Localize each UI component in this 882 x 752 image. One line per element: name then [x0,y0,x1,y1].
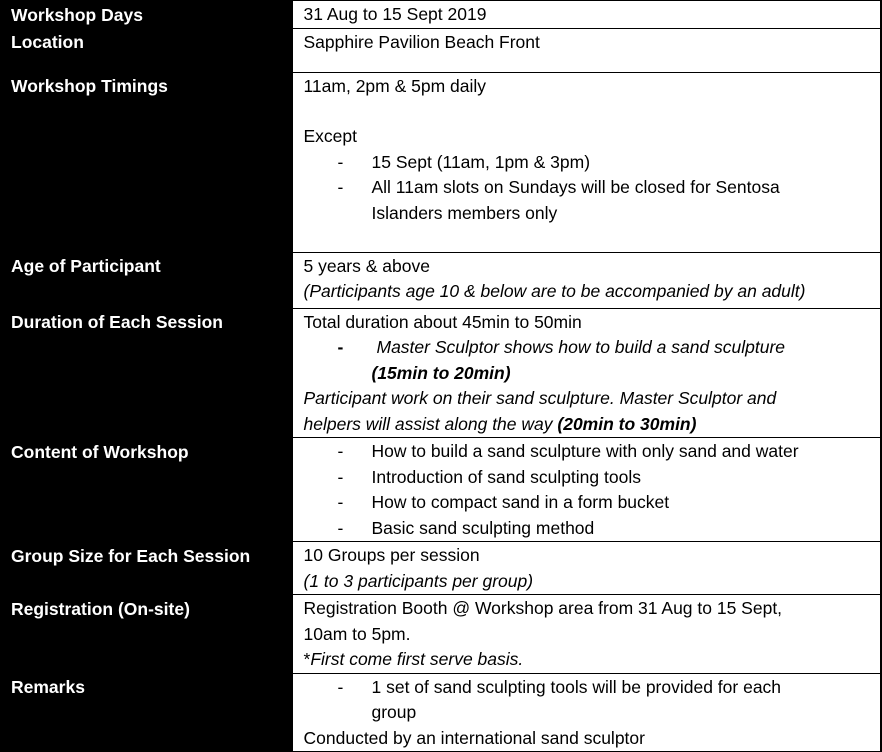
remarks-bullet-1: - 1 set of sand sculpting tools will be provided for each [337,676,782,697]
registration-note: *First come first serve basis. [303,649,524,669]
remarks-bullet-1-cont: group [371,702,417,722]
label-workshop-timings: Workshop Timings [0,72,292,252]
group-size-text: 10 Groups per session [303,545,480,565]
row-duration [0,308,880,438]
content-bullet-3: - How to compact sand in a form bucket [337,492,670,512]
label-location: Location [0,28,292,72]
row-registration [0,595,880,674]
label-duration: Duration of Each Session [0,308,292,438]
duration-bullet-time: (15min to 20min) [371,362,511,383]
registration-line-2: 10am to 5pm. [303,623,411,644]
value-workshop-timings [292,72,880,252]
label-registration: Registration (On-site) [0,595,292,674]
location-text: Sapphire Pavilion Beach Front [303,31,540,52]
label-group-size: Group Size for Each Session [0,542,292,595]
content-bullet-4: - Basic sand sculpting method [337,517,595,538]
remarks-line: Conducted by an international sand sculptor [303,727,645,748]
row-location [0,28,880,72]
value-location [292,28,880,72]
timings-bullet-2: - All 11am slots on Sundays will be closed for Sentosa [337,177,780,197]
row-content [0,438,880,542]
age-text: 5 years & above [303,255,430,276]
content-bullet-1: - How to build a sand sculpture with only sand and water [337,441,799,461]
row-age [0,252,880,308]
label-workshop-days: Workshop Days [0,1,292,29]
value-age [292,252,880,308]
value-group-size [292,542,880,595]
timings-main: 11am, 2pm & 5pm daily [303,75,487,96]
value-remarks [292,673,880,752]
value-registration [292,595,880,674]
row-workshop-timings [0,72,880,252]
label-content: Content of Workshop [0,438,292,542]
duration-total: Total duration about 45min to 50min [303,311,582,332]
age-note: (Participants age 10 & below are to be accompanied by an adult) [303,281,806,301]
duration-text-2: helpers will assist along the way (20min to 30min) [303,413,697,434]
row-remarks [0,673,880,752]
timings-bullet-2-cont: Islanders members only [371,202,558,223]
value-duration [292,308,880,438]
value-content [292,438,880,542]
content-bullet-2: - Introduction of sand sculpting tools [337,466,641,487]
row-workshop-days [0,1,880,29]
label-remarks: Remarks [0,673,292,752]
row-group-size [0,542,880,595]
group-size-note: (1 to 3 participants per group) [303,570,534,591]
duration-text-1: Participant work on their sand sculpture. Master Sculptor and [303,388,777,408]
workshop-days-text: 31 Aug to 15 Sept 2019 [303,4,487,24]
duration-bullet: - Master Sculptor shows how to build a sand sculpture [337,337,786,357]
label-age: Age of Participant [0,252,292,308]
registration-line-1: Registration Booth @ Workshop area from 31 Aug to 15 Sept, [303,598,783,618]
timings-bullet-1: - 15 Sept (11am, 1pm & 3pm) [337,151,591,172]
timings-except: Except [303,126,357,146]
value-workshop-days [292,1,880,29]
